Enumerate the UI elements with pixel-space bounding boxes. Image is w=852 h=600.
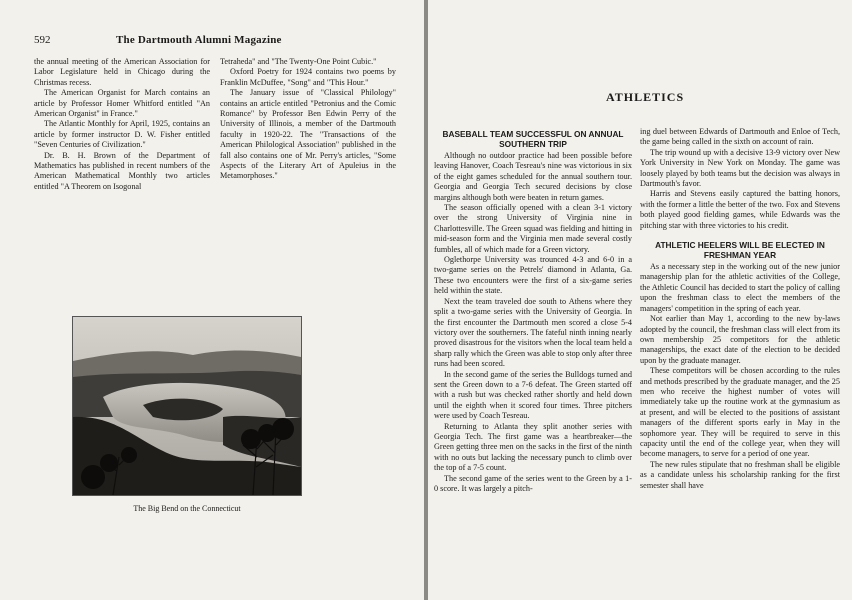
- left-column-2: [220, 57, 396, 182]
- paragraph: Returning to Atlanta they split another series with Georgia Tech. The first game was a heartbreaker—the Green getting three men on the sacks in the first of the ninth with no outs but lacking the necessary punch to climb over the top of a 7-5 count.: [434, 421, 632, 473]
- river-bend-image: [73, 317, 301, 495]
- paragraph: The trip wound up with a decisive 13-9 victory over New York University in New York on Monday. The game was loosely played by both teams but the decision was always in Dartmouth's favor.: [640, 147, 840, 189]
- paragraph: The season officially opened with a clean 3-1 victory over the strong University of Virginia nine in Charlottesville. The Green squad was fielding and hitting in mid-season form and the Virginia men made several costly fumbles, all of which made for a Green victory.: [434, 203, 632, 254]
- paragraph: Not earlier than May 1, according to the new by-laws adopted by the council, the freshman class will elect from its own membership 25 competitors for the athletic managerships, the exact date of the election to be decided upon by the graduate manager.: [640, 314, 840, 365]
- paragraph: Although no outdoor practice had been possible before leaving Hanover, Coach Tesreau's nine was victorious in six of the eight games scheduled for the annual southern tour. Georgia and Georgia Tech secured decisions by close margins although both were beaten in return games.: [434, 151, 632, 202]
- article-heading: BASEBALL TEAM SUCCESSFUL ON ANNUAL SOUTHERN TRIP: [442, 129, 624, 149]
- article-heading: ATHLETIC HEELERS WILL BE ELECTED IN FRESHMAN YEAR: [655, 240, 825, 261]
- paragraph: The new rules stipulate that no freshman shall be eligible as a candidate unless his scholarship ranking for the first semester shall have: [640, 459, 840, 490]
- right-page: [428, 0, 852, 600]
- section-title: ATHLETICS: [606, 90, 685, 104]
- paragraph: Dr. B. H. Brown of the Department of Mathematics has published in recent numbers of the American Mathematical Monthly two articles entitled "A Theorem on Isogonal: [34, 150, 210, 191]
- paragraph: In the second game of the series the Bulldogs turned and sent the Green down to a 7-6 defeat. The Green started off with a rush but was checked rather shortly and held down until the eighth when it scored four times. Three pitchers were used by Coach Tesreau.: [434, 369, 632, 421]
- paragraph: Harris and Stevens easily captured the batting honors, with the former a little the better of the two. Fox and Stevens both played good fielding games, while Edwards was the pitching star with three victories to his credit.: [640, 189, 840, 230]
- paragraph: The second game of the series went to the Green by a 1-0 score. It was largely a pitch-: [434, 473, 632, 493]
- left-page: [0, 0, 424, 600]
- paragraph: the annual meeting of the American Association for Labor Legislature held in Chicago during the Christmas recess.: [34, 57, 210, 87]
- paragraph: As a necessary step in the working out of the new junior managership plan for the athletic activities of the College, the Athletic Council has decided to start the policy of calling upon the freshman class to elect the members of the managers' competition in the spring of each year.: [640, 262, 840, 313]
- paragraph: These competitors will be chosen according to the rules and methods prescribed by the graduate manager, and the 25 men who receive the highest number of votes will immediately take up the routine work at the gymnasium as at present, and will be elected to the positions of assistant managers of the different sports early in May in the sophomore year. They will be required to serve in this capacity until the end of the college year, when they will become managers, to serve for a period of one year.: [640, 366, 840, 459]
- paragraph: Tetraheda" and "The Twenty-One Point Cubic.": [220, 57, 377, 66]
- page-number: 592: [34, 34, 51, 46]
- paragraph: ing duel between Edwards of Dartmouth and Enloe of Tech, the game being called in the sixth on account of rain.: [640, 127, 840, 147]
- paragraph: Next the team traveled doe south to Athens where they split a two-game series with the University of Georgia. In the first encounter the Dartmouth men scored a close 5-4 victory over the southerners. The fateful ninth inning nearly proved disastrous for the visitors when the local team held a sharp rally which the Green was able to stop only after three runs had been scored.: [434, 296, 632, 369]
- page-header: [34, 34, 394, 48]
- paragraph: Oglethorpe University was trounced 4-3 and 6-0 in a two-game series on the Petrels' diamond in Atlanta, Ga. These two encounters were the first of a six-game series held within the state.: [434, 255, 632, 296]
- right-column-1: [434, 127, 632, 494]
- paragraph: The Atlantic Monthly for April, 1925, contains an article by former instructor D. W. Fisher entitled "Seven Centuries of Civilization.": [34, 119, 210, 150]
- photo-caption: The Big Bend on the Connecticut: [133, 504, 241, 513]
- running-head: The Dartmouth Alumni Magazine: [116, 34, 282, 46]
- landscape-photo: [72, 316, 302, 496]
- right-column-2: [640, 127, 840, 491]
- paragraph: The January issue of "Classical Philology" contains an article entitled "Petronius and the Comic Romance" by Professor Ben Edwin Perry of the University of Illinois, a member of the Dartmouth faculty in 1920-22. The "Transactions of the American Philological Association" published in the fall also contains one of Mr. Perry's articles, "Some Aspects of the Literary Art of Apuleius in the Metamorphoses.": [220, 88, 396, 181]
- paragraph: The American Organist for March contains an article by Professor Homer Whitford entitled "An American Organist" in France.": [34, 88, 210, 119]
- left-column-1: [34, 57, 210, 192]
- paragraph: Oxford Poetry for 1924 contains two poems by Franklin McDuffee, "Song" and "This Hour.": [220, 67, 396, 87]
